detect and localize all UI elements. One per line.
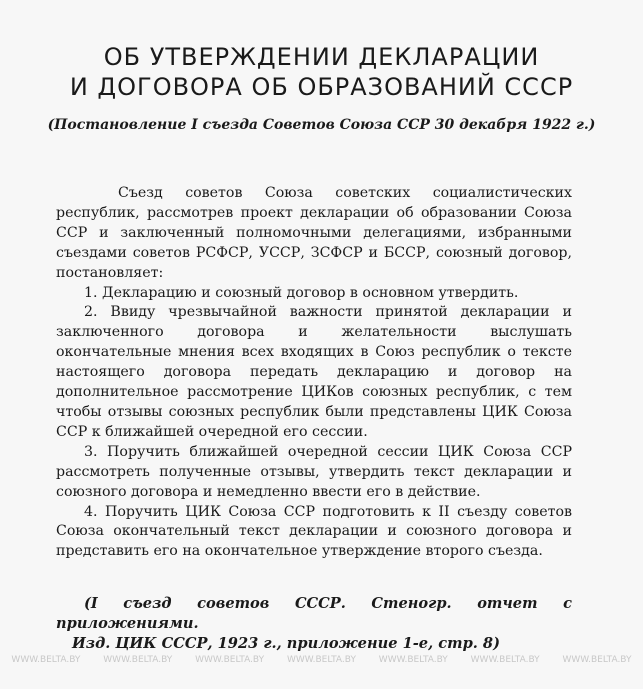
watermark-text: WWW.BELTA.BY bbox=[103, 655, 173, 665]
source-citation-line-2: Изд. ЦИК СССР, 1923 г., приложение 1-е, стр. 8) bbox=[72, 635, 500, 652]
watermark-text: WWW.BELTA.BY bbox=[562, 655, 632, 665]
document-title-line-2: И ДОГОВОРА ОБ ОБРАЗОВАНИЙ СССР bbox=[69, 73, 574, 101]
preamble-paragraph: Съезд советов Союза советских социалистических республик, рассмотрев проект декларации об образовании Союза ССР и заключенный полномочными делегациями, избранными съездами советов РСФСР, УССР, ЗСФСР и БССР, союзный договор, постановляет: bbox=[56, 185, 572, 281]
document-subtitle: (Постановление I съезда Советов Союза ССР 30 декабря 1922 г.) bbox=[47, 117, 596, 133]
clause-1-paragraph: 1. Декларацию и союзный договор в основном утвердить. bbox=[84, 284, 519, 301]
clause-3-paragraph: 3. Поручить ближайшей очередной сессии ЦИК Союза ССР рассмотреть полученные отзывы, утвердить текст декларации и союзного договора и немедленно ввести его в действие. bbox=[56, 443, 572, 500]
watermark-row bbox=[0, 655, 643, 675]
watermark-text: WWW.BELTA.BY bbox=[286, 655, 356, 665]
watermark-text: WWW.BELTA.BY bbox=[470, 655, 540, 665]
source-citation bbox=[56, 594, 572, 654]
clause-2-paragraph: 2. Ввиду чрезвычайной важности принятой декларации и заключенного договора и желательности выслушать окончательные мнения всех входящих в Союз республик о тексте настоящего договора передать декларацию и договор на дополнительное рассмотрение ЦИКов союзных республик, с тем чтобы отзывы союзных республик были представлены ЦИК Союза ССР к ближайшей очередной его сессии. bbox=[56, 304, 572, 440]
clause-4-paragraph: 4. Поручить ЦИК Союза ССР подготовить к II съезду советов Союза окончательный текст декларации и союзного договора и представить его на окончательное утверждение второго съезда. bbox=[56, 503, 572, 560]
watermark-text: WWW.BELTA.BY bbox=[378, 655, 448, 665]
source-citation-line-1: (I съезд советов СССР. Стеногр. отчет с приложениями. bbox=[56, 595, 572, 632]
watermark-text: WWW.BELTA.BY bbox=[195, 655, 265, 665]
document-title-line-1: ОБ УТВЕРЖДЕНИИ ДЕКЛАРАЦИИ bbox=[103, 43, 540, 71]
watermark-text: WWW.BELTA.BY bbox=[11, 655, 81, 665]
document-body bbox=[56, 184, 572, 562]
